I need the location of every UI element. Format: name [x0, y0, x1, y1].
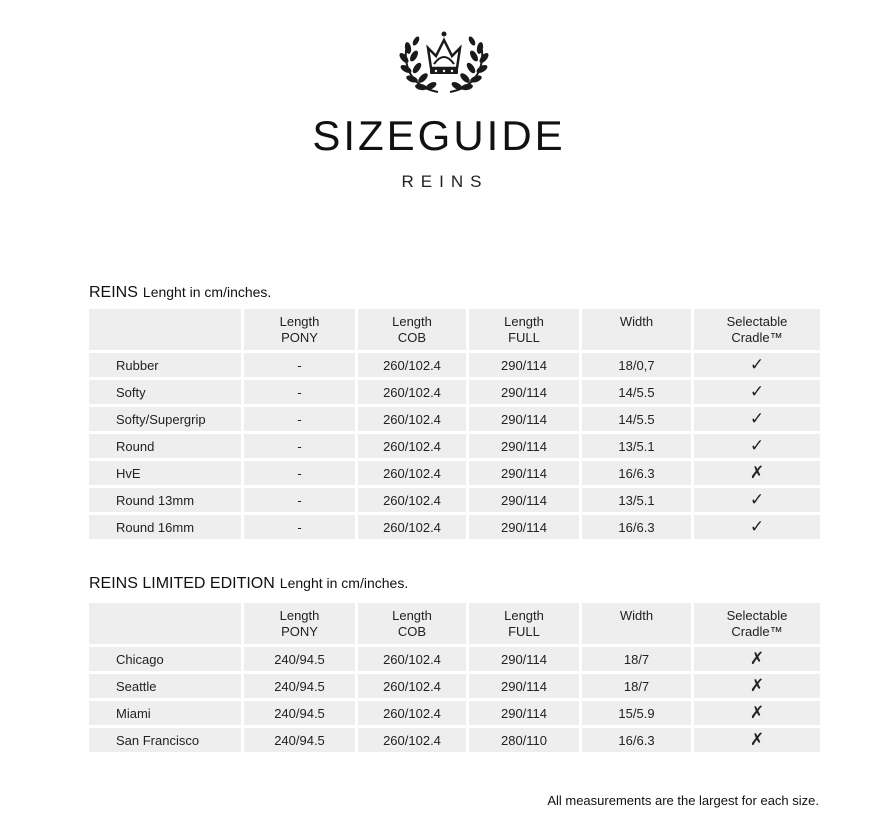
column-header [244, 309, 355, 350]
column-header [469, 309, 579, 350]
column-header [89, 309, 241, 350]
column-header-line2: COB [397, 624, 427, 639]
product-name-cell: Seattle [89, 674, 241, 698]
column-header [694, 603, 820, 644]
column-header-line1: Selectable [726, 314, 788, 329]
column-header-line1: Length [392, 314, 432, 329]
table-cell: 18/0,7 [582, 353, 691, 377]
table-cell: 240/94.5 [244, 674, 355, 698]
column-header-line1: Length [504, 608, 544, 623]
table-cell: 13/5.1 [582, 434, 691, 458]
product-name-cell: HvE [89, 461, 241, 485]
table-cell: 16/6.3 [582, 461, 691, 485]
product-name-cell: Miami [89, 701, 241, 725]
table-cell: 260/102.4 [358, 488, 466, 512]
table-cell: 290/114 [469, 380, 579, 404]
table-cell: 290/114 [469, 674, 579, 698]
column-header-line2: FULL [508, 624, 540, 639]
cradle-mark-cell: ✓ [694, 407, 820, 431]
table-cell: 18/7 [582, 647, 691, 671]
cradle-mark-cell: ✓ [694, 380, 820, 404]
cradle-mark-cell: ✓ [694, 488, 820, 512]
product-name-cell: Round [89, 434, 241, 458]
table-cell: 260/102.4 [358, 515, 466, 539]
table-cell: 14/5.5 [582, 407, 691, 431]
cradle-mark-cell: ✗ [694, 674, 820, 698]
cradle-mark-cell: ✗ [694, 701, 820, 725]
column-header [582, 309, 691, 350]
table-header-row [89, 309, 820, 350]
table-cell: 290/114 [469, 701, 579, 725]
table-row [89, 488, 820, 512]
table-cell: - [244, 434, 355, 458]
product-name-cell: San Francisco [89, 728, 241, 752]
table-cell: 260/102.4 [358, 647, 466, 671]
table-cell: 260/102.4 [358, 353, 466, 377]
table-cell: 18/7 [582, 674, 691, 698]
column-header-line1: Selectable [726, 608, 788, 623]
column-header-line2: Cradle™ [731, 624, 783, 639]
table-cell: 260/102.4 [358, 434, 466, 458]
table-cell: - [244, 515, 355, 539]
column-header-line2: PONY [281, 624, 318, 639]
reins-section-unit-note: Lenght in cm/inches. [142, 284, 272, 300]
column-header [582, 603, 691, 644]
column-header-line1: Width [619, 314, 654, 329]
product-name-cell: Softy/Supergrip [89, 407, 241, 431]
table-cell: 260/102.4 [358, 701, 466, 725]
table-cell: 240/94.5 [244, 728, 355, 752]
cradle-mark-cell: ✓ [694, 434, 820, 458]
table-row [89, 461, 820, 485]
table-row [89, 515, 820, 539]
table-row [89, 353, 820, 377]
product-name-cell: Round 13mm [89, 488, 241, 512]
table-cell: - [244, 380, 355, 404]
table-cell: 240/94.5 [244, 701, 355, 725]
limited-section-title: REINS LIMITED EDITION [89, 575, 275, 592]
table-cell: 260/102.4 [358, 380, 466, 404]
table-cell: - [244, 407, 355, 431]
cradle-mark-cell: ✗ [694, 647, 820, 671]
column-header [358, 309, 466, 350]
column-header [694, 309, 820, 350]
table-cell: 290/114 [469, 461, 579, 485]
table-cell: 260/102.4 [358, 407, 466, 431]
page-title: SIZEGUIDE [312, 112, 566, 159]
column-header-line2: PONY [281, 330, 318, 345]
table-cell: 290/114 [469, 434, 579, 458]
column-header-line1: Length [504, 314, 544, 329]
table-cell: 290/114 [469, 407, 579, 431]
cradle-mark-cell: ✗ [694, 728, 820, 752]
table-cell: 260/102.4 [358, 674, 466, 698]
table-cell: 16/6.3 [582, 515, 691, 539]
limited-section-heading [89, 575, 408, 593]
cradle-mark-cell: ✓ [694, 353, 820, 377]
limited-size-table [86, 600, 823, 755]
table-cell: 290/114 [469, 515, 579, 539]
column-header [89, 603, 241, 644]
cradle-mark-cell: ✗ [694, 461, 820, 485]
column-header-line1: Length [279, 608, 320, 623]
table-cell: 290/114 [469, 353, 579, 377]
table-row [89, 701, 820, 725]
column-header-line1: Length [392, 608, 432, 623]
table-row [89, 647, 820, 671]
table-row [89, 728, 820, 752]
table-row [89, 434, 820, 458]
product-name-cell: Rubber [89, 353, 241, 377]
table-cell: 13/5.1 [582, 488, 691, 512]
product-name-cell: Chicago [89, 647, 241, 671]
table-header-row [89, 603, 820, 644]
column-header [358, 603, 466, 644]
table-cell: 260/102.4 [358, 728, 466, 752]
product-name-cell: Softy [89, 380, 241, 404]
footnote: All measurements are the largest for each size. [547, 793, 819, 808]
cradle-mark-cell: ✓ [694, 515, 820, 539]
column-header-line1: Width [619, 608, 654, 623]
table-row [89, 674, 820, 698]
limited-section-unit-note: Lenght in cm/inches. [279, 575, 409, 591]
table-row [89, 380, 820, 404]
page-subtitle: REINS [401, 172, 489, 191]
table-cell: 240/94.5 [244, 647, 355, 671]
column-header-line2: Cradle™ [731, 330, 783, 345]
table-cell: 14/5.5 [582, 380, 691, 404]
table-cell: - [244, 461, 355, 485]
column-header [244, 603, 355, 644]
column-header [469, 603, 579, 644]
table-cell: - [244, 353, 355, 377]
reins-size-table [86, 306, 823, 542]
column-header-line2: COB [397, 330, 427, 345]
product-name-cell: Round 16mm [89, 515, 241, 539]
crown-laurel-logo [398, 28, 490, 94]
table-cell: - [244, 488, 355, 512]
table-cell: 15/5.9 [582, 701, 691, 725]
table-cell: 280/110 [469, 728, 579, 752]
table-cell: 290/114 [469, 647, 579, 671]
reins-section-title: REINS [89, 284, 138, 301]
column-header-line1: Length [279, 314, 320, 329]
table-cell: 16/6.3 [582, 728, 691, 752]
reins-section-heading [89, 284, 271, 302]
table-row [89, 407, 820, 431]
column-header-line2: FULL [508, 330, 540, 345]
table-cell: 260/102.4 [358, 461, 466, 485]
table-cell: 290/114 [469, 488, 579, 512]
